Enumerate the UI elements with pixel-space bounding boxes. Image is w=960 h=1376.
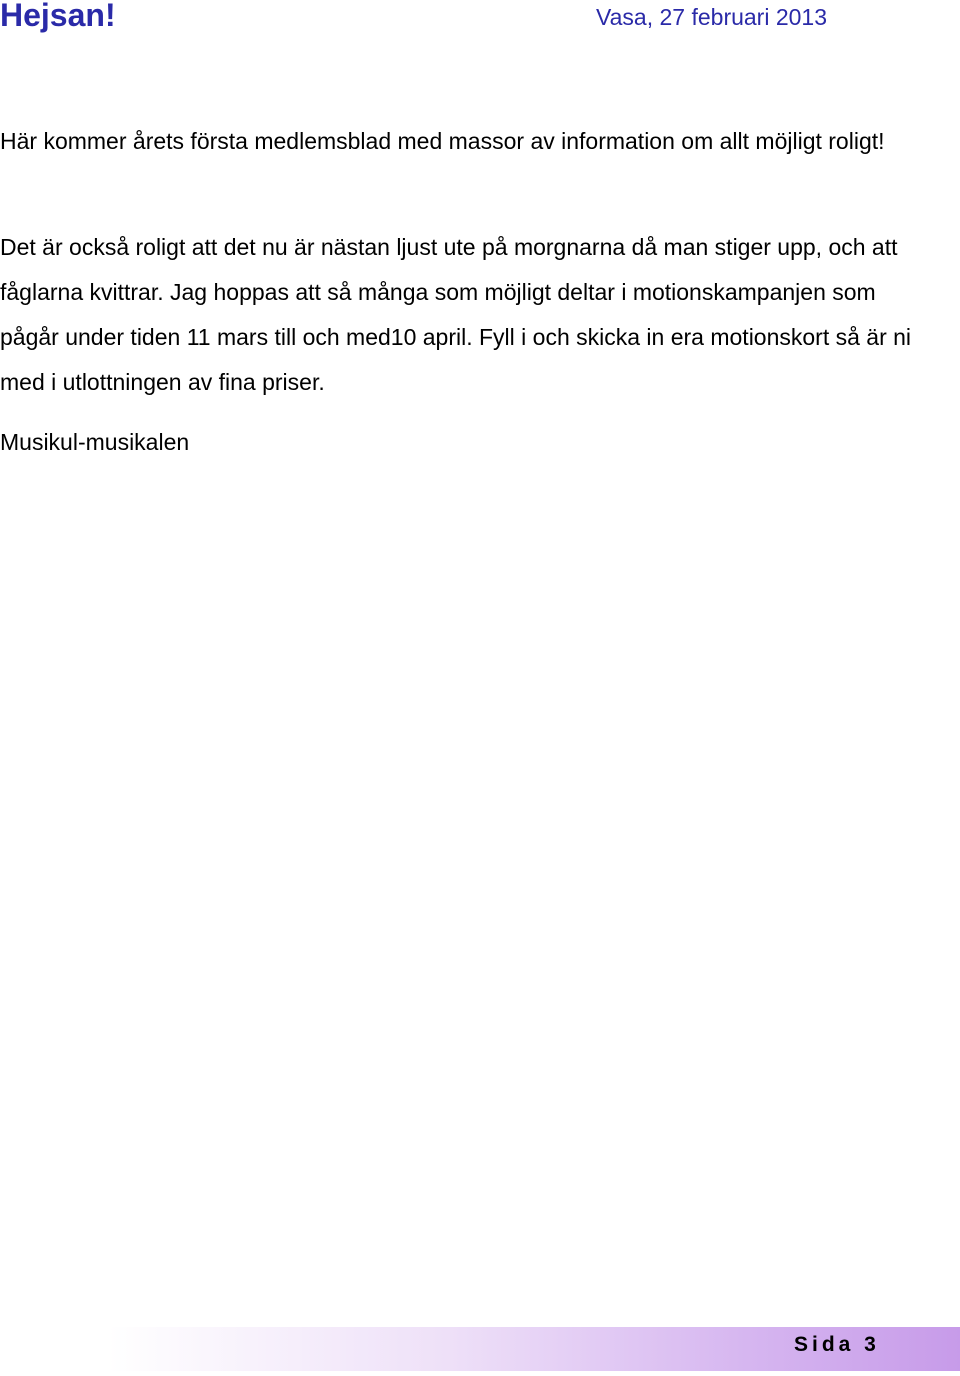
page-number: Sida 3 [794, 1333, 880, 1356]
section-subheading: Musikul-musikalen [0, 429, 190, 455]
dateline: Vasa, 27 februari 2013 [596, 4, 828, 30]
intro-paragraph: Här kommer årets första medlemsblad med massor av information om allt möjligt roligt! [0, 128, 885, 154]
greeting-heading: Hejsan! [0, 0, 116, 33]
body-paragraph: Det är också roligt att det nu är nästan ljust ute på morgnarna då man stiger upp, och att fåglarna kvittrar. Jag hoppas att så många som möjligt deltar i motionskampanjen som pågår under tiden 11 mars till och med10 april. Fyll i och skicka in era motionskort så är ni med i utlottningen av fina priser. [0, 234, 912, 395]
